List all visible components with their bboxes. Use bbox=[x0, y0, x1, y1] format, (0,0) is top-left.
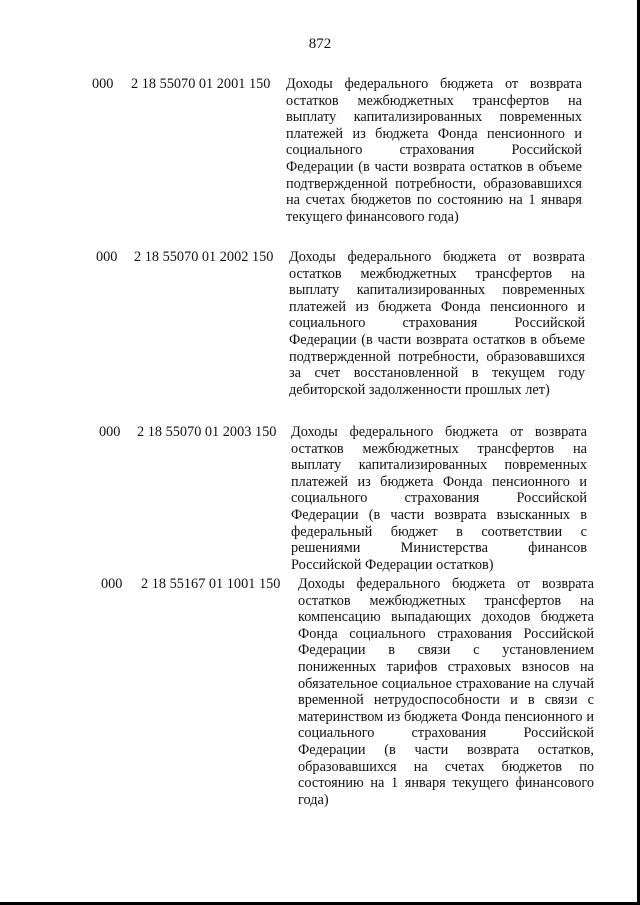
entry-description: Доходы федерального бюджета от возврата остатков межбюджетных трансфертов на выплату капитализированных повременных платежей из бюджета Фонда пенсионного и социального страхования Российской Федерации (в части возврата взысканных в федеральный бюджет в соответствии с решениями Министерства финансов Российской Федерации остатков) bbox=[291, 424, 587, 573]
kbk-code: 2 18 55070 01 2001 150 bbox=[131, 76, 271, 92]
kbk-code: 2 18 55167 01 1001 150 bbox=[141, 576, 281, 592]
admin-code: 000 bbox=[92, 76, 114, 92]
entry-description: Доходы федерального бюджета от возврата остатков межбюджетных трансфертов на выплату капитализированных повременных платежей из бюджета Фонда пенсионного и социального страхования Российской Федерации (в части возврата остатков в объеме подтвержденной потребности, образовавшихся на счетах бюджетов по состоянию на 1 января текущего финансового года) bbox=[286, 76, 582, 225]
admin-code: 000 bbox=[101, 576, 123, 592]
entry-description: Доходы федерального бюджета от возврата остатков межбюджетных трансфертов на компенсацию выпадающих доходов бюджета Фонда социального страхования Российской Федерации в связи с установлением пониженных тарифов страховых взносов на обязательное социальное страхование на случай временной нетрудоспособности и в связи с материнством из бюджета Фонда пенсионного и социального страхования Российской Федерации (в части возврата остатков, образовавшихся на счетах бюджетов по состоянию на 1 января текущего финансового года) bbox=[298, 576, 594, 808]
kbk-code: 2 18 55070 01 2002 150 bbox=[134, 249, 274, 265]
admin-code: 000 bbox=[99, 424, 121, 440]
page-number: 872 bbox=[308, 36, 332, 52]
kbk-code: 2 18 55070 01 2003 150 bbox=[137, 424, 277, 440]
entry-description: Доходы федерального бюджета от возврата остатков межбюджетных трансфертов на выплату капитализированных повременных платежей из бюджета Фонда пенсионного и социального страхования Российской Федерации (в части возврата остатков в объеме подтвержденной потребности, образовавшихся за счет восстановленной в текущем году дебиторской задолженности прошлых лет) bbox=[289, 249, 585, 398]
admin-code: 000 bbox=[96, 249, 118, 265]
